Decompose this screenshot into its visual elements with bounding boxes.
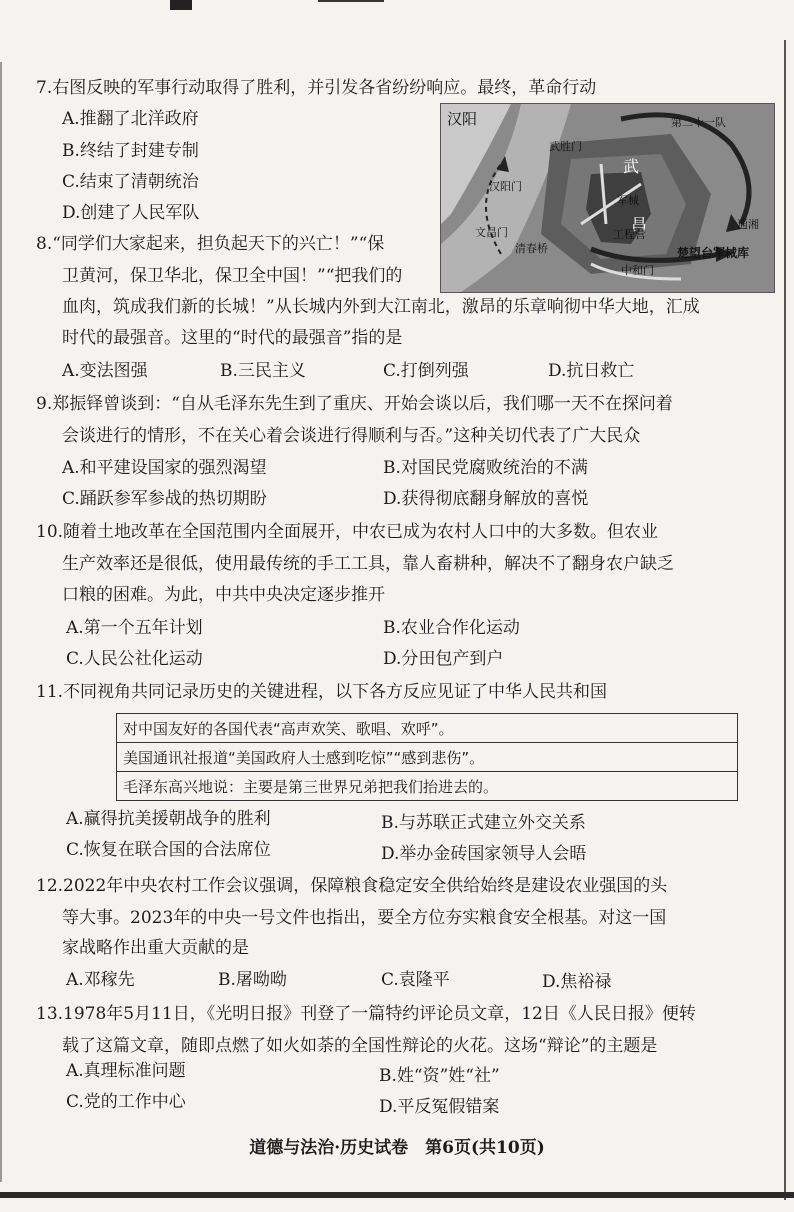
q13-option-b: B.姓“资”姓“社” (379, 1066, 500, 1086)
q10-option-a: A.第一个五年计划 (66, 618, 203, 638)
map-label-chuwangtai: 楚望台军械库 (677, 246, 750, 260)
q12-option-b: B.屠呦呦 (218, 970, 287, 990)
q8-option-d: D.抗日救亡 (548, 361, 635, 381)
q12-line-3: 家战略作出重大贡献的是 (62, 938, 249, 958)
page-footer: 道德与法治·历史试卷 第6页(共10页) (249, 1138, 545, 1158)
q10-line-2: 生产效率还是很低，使用最传统的手工工具，靠人畜耕种，解决不了翻身农户缺乏 (62, 554, 674, 574)
q11-option-a: A.赢得抗美援朝战争的胜利 (66, 809, 271, 829)
q8-option-a: A.变法图强 (62, 361, 148, 381)
q7-option-b: B.终结了封建专制 (62, 141, 199, 161)
q9-option-d: D.获得彻底翻身解放的喜悦 (383, 489, 589, 509)
map-label-qingshuiqiao: 清春桥 (515, 242, 548, 255)
q8-option-b: B.三民主义 (220, 361, 306, 381)
wuchang-uprising-map (440, 103, 775, 293)
map-label-hanyang: 汉阳 (447, 110, 478, 128)
q9-line-1: 9.郑振铎曾谈到：“自从毛泽东先生到了重庆、开始会谈以后，我们哪一天不在探问着 (36, 394, 673, 414)
q8-line-2: 卫黄河，保卫华北，保卫全中国！”“把我们的 (62, 266, 403, 286)
q7-option-c: C.结束了清朝统治 (62, 172, 199, 192)
q11-quote-3: 毛泽东高兴地说：主要是第三世界兄弟把我们抬进去的。 (117, 772, 738, 801)
q12-line-2: 等大事。2023年的中央一号文件也指出，要全方位夯实粮食安全根基。对这一国 (62, 908, 667, 928)
q11-line-1: 11.不同视角共同记录历史的关键进程，以下各方反应见证了中华人民共和国 (36, 682, 608, 702)
page-right-edge (784, 40, 786, 1200)
q10-option-c: C.人民公社化运动 (66, 649, 203, 669)
map-label-wenchangmen: 文昌门 (475, 226, 508, 239)
q12-line-1: 12.2022年中央农村工作会议强调，保障粮食稳定安全供给始终是建设农业强国的头 (36, 876, 668, 896)
q12-option-a: A.邓稼先 (66, 970, 135, 990)
q11-option-b: B.与苏联正式建立外交关系 (381, 813, 586, 833)
q8-line-4: 时代的最强音。这里的“时代的最强音”指的是 (62, 328, 403, 348)
q12-option-c: C.袁隆平 (381, 970, 450, 990)
scan-bottom-edge (0, 1192, 794, 1198)
table-row (117, 743, 738, 772)
page-left-edge (0, 62, 2, 1182)
q13-option-c: C.党的工作中心 (66, 1092, 186, 1112)
q9-option-a: A.和平建设国家的强烈渴望 (62, 458, 267, 478)
scan-mark (170, 0, 192, 10)
map-label-junxie: 军械 (617, 194, 639, 207)
map-label-tongxiang: 通湘 (737, 218, 759, 231)
q10-line-1: 10.随着土地改革在全国范围内全面展开，中农已成为农村人口中的大多数。但农业 (36, 522, 659, 542)
q13-line-2: 载了这篇文章，随即点燃了如火如荼的全国性辩论的火花。这场“辩论”的主题是 (62, 1036, 658, 1056)
map-label-zhonghemen: 中和门 (621, 264, 654, 277)
map-label-gongcheng: 工程营 (613, 228, 646, 241)
q13-option-a: A.真理标准问题 (66, 1061, 186, 1081)
q8-option-c: C.打倒列强 (383, 361, 469, 381)
scan-line (318, 0, 384, 2)
map-graphic (441, 104, 774, 292)
q11-quote-2: 美国通讯社报道“美国政府人士感到吃惊”“感到悲伤”。 (117, 743, 738, 772)
q9-option-c: C.踊跃参军参战的热切期盼 (62, 489, 267, 509)
q10-option-d: D.分田包产到户 (383, 649, 504, 669)
q12-option-d: D.焦裕禄 (542, 972, 612, 992)
q8-line-3: 血肉，筑成我们新的长城！”从长城内外到大江南北，激昂的乐章响彻中华大地，汇成 (62, 297, 700, 317)
table-row (117, 772, 738, 801)
q11-quote-table (116, 713, 738, 801)
q7-option-a: A.推翻了北洋政府 (62, 109, 199, 129)
q7-option-d: D.创建了人民军队 (62, 203, 200, 223)
map-label-regiment: 第二十一队 (671, 116, 726, 129)
q9-option-b: B.对国民党腐败统治的不满 (383, 458, 588, 478)
map-label-wushengmen: 武胜门 (549, 140, 582, 153)
table-row (117, 714, 738, 743)
q7-stem: 7.右图反映的军事行动取得了胜利，并引发各省纷纷响应。最终，革命行动 (36, 78, 597, 98)
q8-line-1: 8.“同学们大家起来，担负起天下的兴亡！”“保 (36, 234, 385, 254)
q13-line-1: 13.1978年5月11日，《光明日报》刊登了一篇特约评论员文章，12日《人民日报》便转 (36, 1004, 696, 1024)
q11-option-c: C.恢复在联合国的合法席位 (66, 840, 271, 860)
q10-line-3: 口粮的困难。为此，中共中央决定逐步推开 (62, 585, 385, 605)
map-label-hanyangmen: 汉阳门 (489, 180, 522, 193)
q11-option-d: D.举办金砖国家领导人会晤 (381, 844, 587, 864)
q9-line-2: 会谈进行的情形，不在关心着会谈进行得顺利与否。”这种关切代表了广大民众 (62, 426, 641, 446)
q10-option-b: B.农业合作化运动 (383, 618, 520, 638)
q11-quote-1: 对中国友好的各国代表“高声欢笑、歌唱、欢呼”。 (117, 714, 738, 743)
q13-option-d: D.平反冤假错案 (379, 1097, 500, 1117)
map-label-chang: 昌 (631, 215, 648, 234)
map-label-wu: 武 (623, 157, 640, 176)
